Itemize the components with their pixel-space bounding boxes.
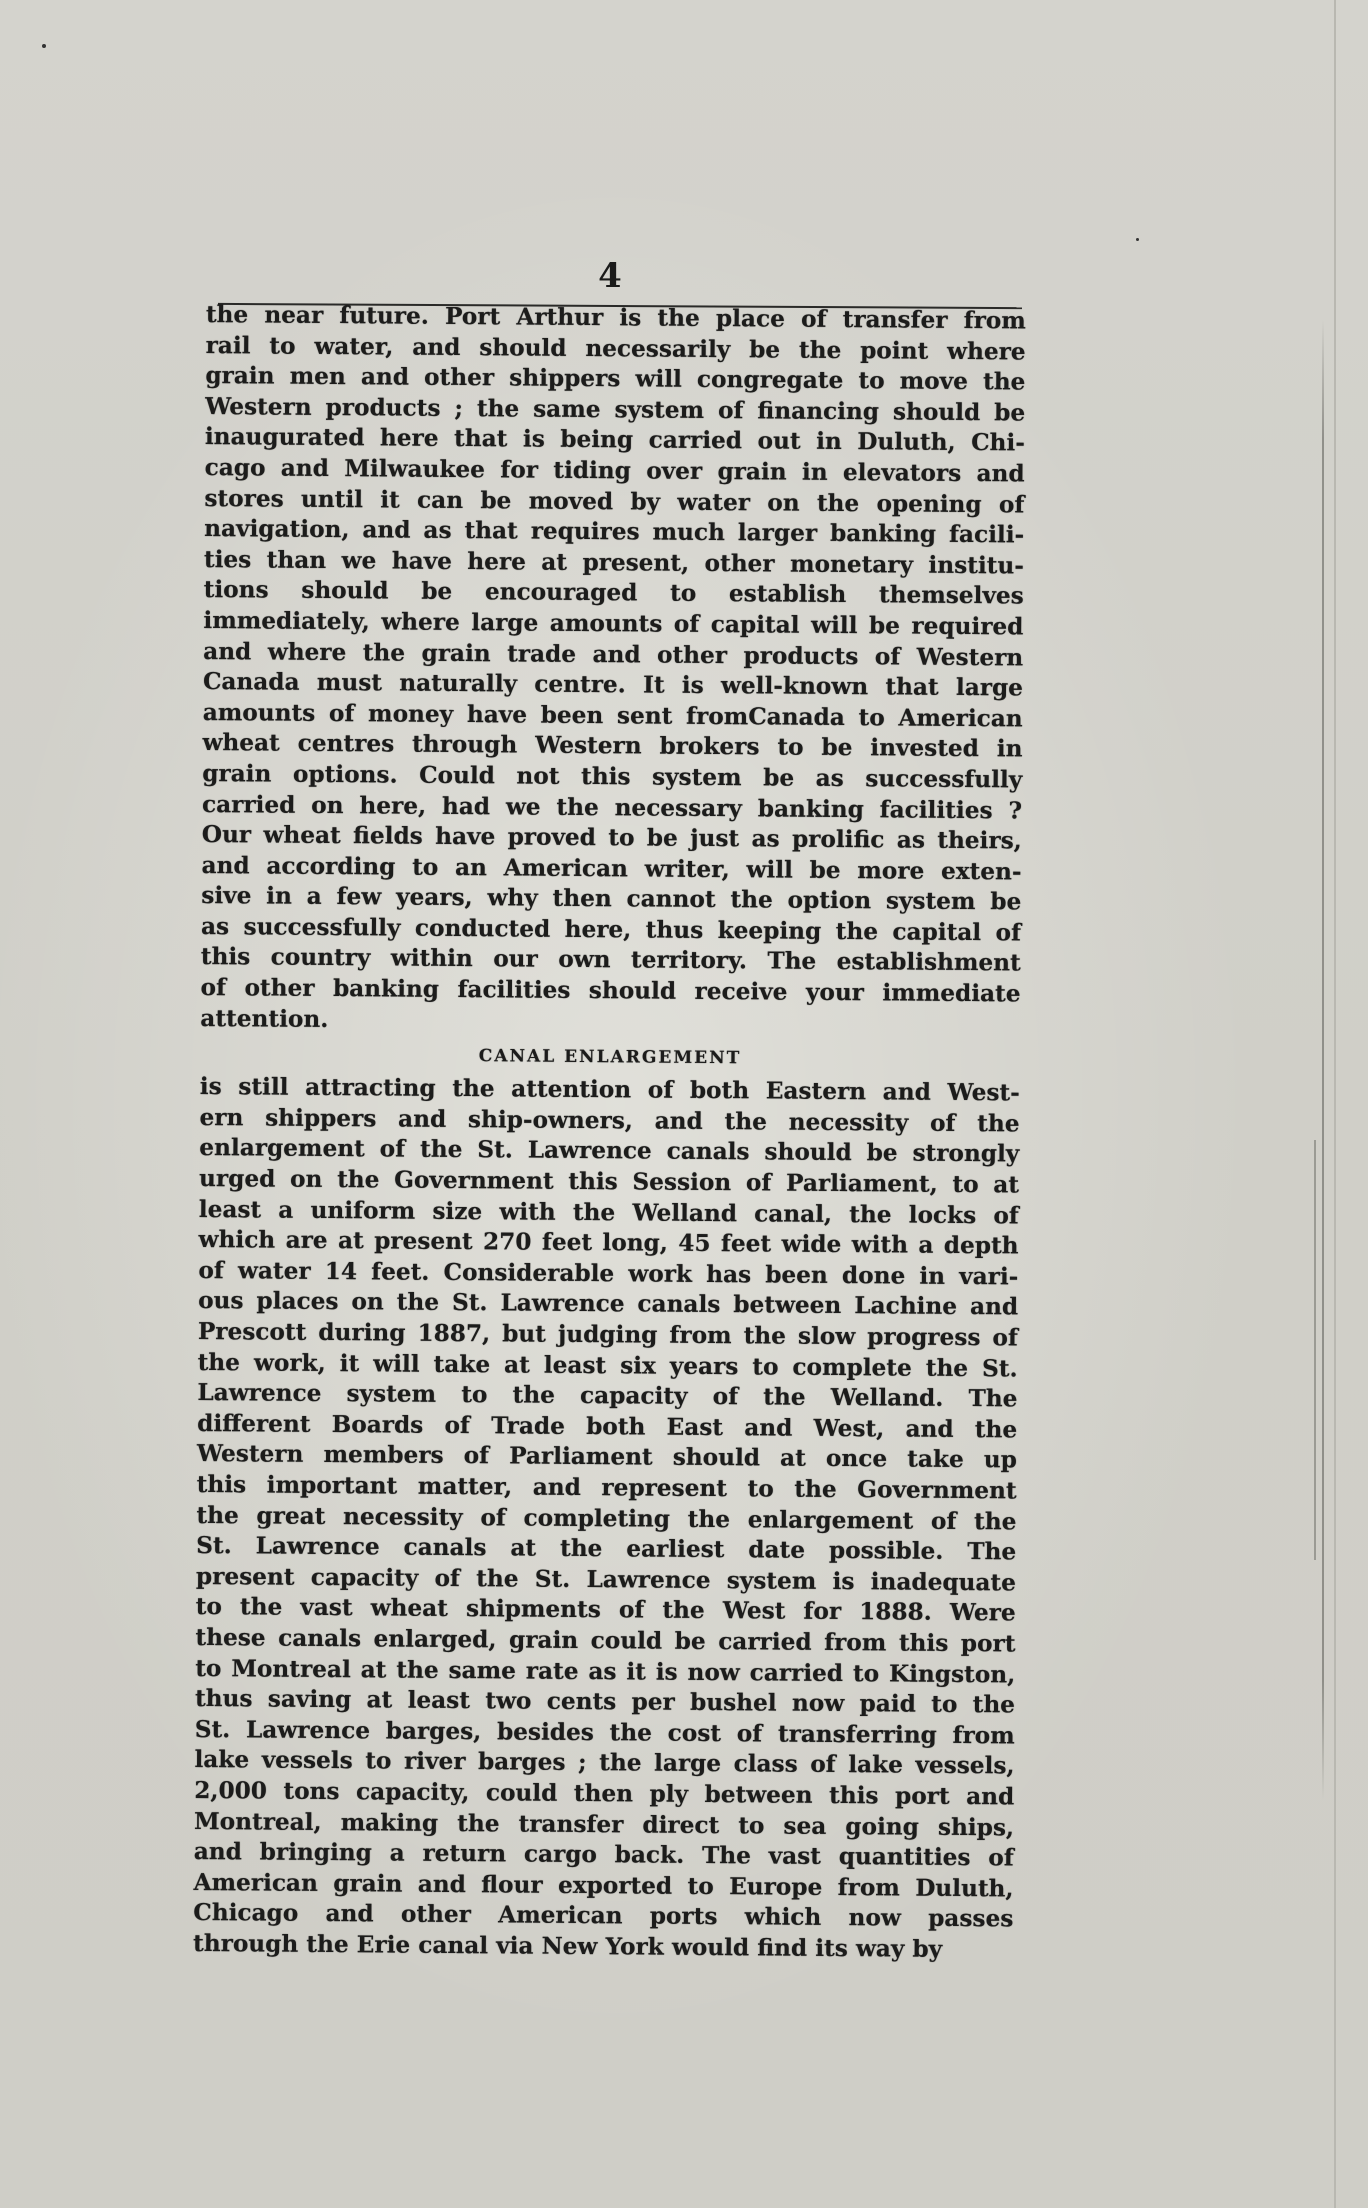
text-line: St. Lawrence barges, besides the cost of transferring from <box>194 1715 1015 1750</box>
text-line: American grain and flour exported to Europe from Duluth, <box>193 1868 1014 1903</box>
text-line: least a uniform size with the Welland canal, the locks of <box>198 1195 1019 1230</box>
text-line: the work, it will take at least six years to complete the St. <box>197 1348 1018 1383</box>
text-line: to Montreal at the same rate as it is now carried to Kingston, <box>195 1654 1016 1688</box>
text-line: these canals enlarged, grain could be carried from this port <box>195 1623 1016 1658</box>
text-line: 2,000 tons capacity, could then ply between this port and <box>194 1776 1015 1811</box>
text-line: the near future. Port Arthur is the place of transfer from <box>205 300 1026 335</box>
text-line: rail to water, and should necessarily be the point where <box>205 331 1026 366</box>
text-line: navigation, and as that requires much larger banking facili- <box>204 515 1025 549</box>
text-line: wheat centres through Western brokers to be invested in <box>202 729 1023 763</box>
text-line: inaugurated here that is being carried out in Duluth, Chi- <box>204 423 1026 457</box>
text-line: amounts of money have been sent fromCanada to American <box>202 698 1023 733</box>
text-line: different Boards of Trade both East and West, and the <box>197 1409 1018 1444</box>
text-line: to the vast wheat shipments of the West for 1888. Were <box>195 1593 1016 1627</box>
text-line: ern shippers and ship-owners, and the necessity of the <box>199 1103 1020 1138</box>
text-line: this important matter, and represent to the Government <box>196 1470 1017 1505</box>
paragraph-canal-enlargement <box>193 1072 1020 1966</box>
text-line: Prescott during 1887, but judging from the slow progress of <box>197 1317 1018 1352</box>
text-line: Western products ; the same system of financing should be <box>205 392 1026 427</box>
text-line: through the Erie canal via New York would find its way by <box>192 1929 943 1963</box>
text-line: Montreal, making the transfer direct to sea going ships, <box>193 1807 1015 1841</box>
text-line: present capacity of the St. Lawrence system is inadequate <box>195 1562 1017 1597</box>
section-heading: CANAL ENLARGEMENT <box>478 1046 742 1069</box>
text-line: is still attracting the attention of both Eastern and West- <box>199 1073 1020 1107</box>
text-line: tions should be encouraged to establish themselves <box>203 576 1024 610</box>
text-line: thus saving at least two cents per bushel now paid to the <box>194 1685 1016 1719</box>
text-line: the great necessity of completing the enlargement of the <box>196 1501 1017 1535</box>
text-line: carried on here, had we the necessary banking facilities ? <box>201 790 1023 824</box>
scan-speck <box>1136 238 1139 241</box>
text-line: attention. <box>200 1004 329 1033</box>
text-line: immediately, where large amounts of capital will be required <box>203 606 1024 641</box>
text-line: enlargement of the St. Lawrence canals should be strongly <box>199 1134 1020 1168</box>
text-line: and bringing a return cargo back. The vast quantities of <box>193 1838 1014 1872</box>
text-line: Western members of Parliament should at once take up <box>196 1440 1018 1474</box>
text-line: grain options. Could not this system be as successfully <box>202 759 1023 794</box>
text-line: sive in a few years, why then cannot the option system be <box>201 882 1022 916</box>
binding-edge-mark <box>1322 320 1324 1800</box>
text-line: cago and Milwaukee for tiding over grain in elevators and <box>204 453 1025 488</box>
text-line: Chicago and other American ports which now passes <box>193 1899 1014 1933</box>
text-line: ties than we have here at present, other monetary institu- <box>203 545 1025 580</box>
body-text-column <box>193 300 1026 1966</box>
text-line: Lawrence system to the capacity of the Welland. The <box>197 1379 1018 1413</box>
page-number: 4 <box>598 256 622 296</box>
text-line: stores until it can be moved by water on the opening of <box>204 484 1025 518</box>
text-line: of water 14 feet. Considerable work has been done in vari- <box>198 1256 1019 1291</box>
text-line: of other banking facilities should receive your immediate <box>200 974 1021 1008</box>
paragraph-port-arthur <box>200 300 1026 1041</box>
text-line: which are at present 270 feet long, 45 feet wide with a depth <box>198 1226 1019 1260</box>
text-line: St. Lawrence canals at the earliest date possible. The <box>196 1532 1017 1566</box>
text-line: and according to an American writer, will be more exten- <box>201 851 1022 886</box>
binding-edge-mark-secondary <box>1314 1140 1316 1560</box>
text-line: ous places on the St. Lawrence canals between Lachine and <box>198 1287 1019 1321</box>
text-line: Our wheat fields have proved to be just as prolific as theirs, <box>201 821 1022 855</box>
text-line: this country within our own territory. The establishment <box>200 943 1021 977</box>
text-line: lake vessels to river barges ; the large class of lake vessels, <box>194 1746 1015 1780</box>
text-line: Canada must naturally centre. It is well-known that large <box>202 668 1024 702</box>
text-line: urged on the Government this Session of Parliament, to at <box>198 1165 1020 1199</box>
scan-speck <box>42 44 46 48</box>
text-line: and where the grain trade and other products of Western <box>203 637 1024 671</box>
text-line: as successfully conducted here, thus keeping the capital of <box>200 912 1022 947</box>
page-fold-line <box>1334 0 1336 2208</box>
text-line: grain men and other shippers will congregate to move the <box>205 362 1026 396</box>
